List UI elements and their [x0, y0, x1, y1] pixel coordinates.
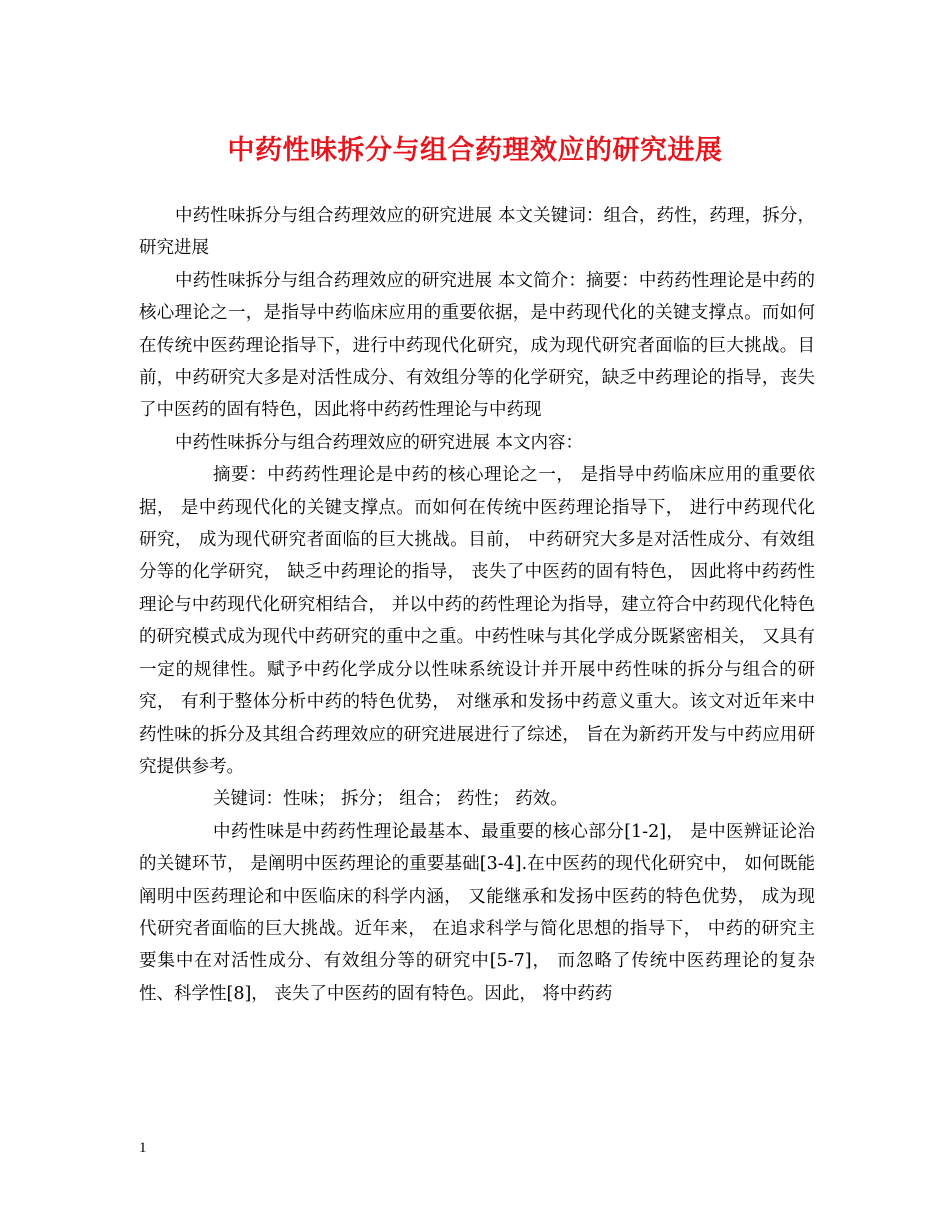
- content-heading: 中药性味拆分与组合药理效应的研究进展 本文内容：: [175, 432, 584, 453]
- intro-paragraph: 中药性味是中药药性理论最基本、最重要的核心部分[1-2]， 是中医辨证论治的关键环节， 是阐明中医药理论的重要基础[3-4].在中医药的现代化研究中， 如何既能阐明中医药理论和中医临床的科学内涵， 又能继承和发扬中医药的特色优势， 成为现代研究者面临的巨大挑战。近年来， 在追求科学与简化思想的指导下， 中药的研究主要集中在对活性成分、有效组分等的研究中[5-7]， 而忽略了传统中医药理论的复杂性、科学性[8]， 丧失了中医药的固有特色。因此， 将中药药: [139, 821, 815, 1004]
- document-body: [139, 200, 815, 1010]
- abstract-paragraph: 摘要：中药药性理论是中药的核心理论之一， 是指导中药临床应用的重要依据， 是中药现代化的关键支撑点。而如何在传统中医药理论指导下， 进行中药现代化研究， 成为现代研究者面临的巨大挑战。目前， 中药研究大多是对活性成分、有效组分等的化学研究， 缺乏中药理论的指导， 丧失了中医药的固有特色， 因此将中药药性理论与中药现代化研究相结合， 并以中药的药性理论为指导，建立符合中药现代化特色的研究模式成为现代中药研究的重中之重。中药性味与其化学成分既紧密相关， 又具有一定的规律性。赋予中药化学成分以性味系统设计并开展中药性味的拆分与组合的研究， 有利于整体分析中药的特色优势， 对继承和发扬中药意义重大。该文对近年来中药性味的拆分及其组合药理效应的研究进展进行了综述， 旨在为新药开发与中药应用研究提供参考。: [139, 465, 815, 777]
- keywords-paragraph: 中药性味拆分与组合药理效应的研究进展 本文关键词：组合，药性，药理，拆分，研究进展: [139, 206, 815, 259]
- summary-paragraph: 中药性味拆分与组合药理效应的研究进展 本文简介：摘要：中药药性理论是中药的核心理论之一，是指导中药临床应用的重要依据，是中药现代化的关键支撑点。而如何在传统中医药理论指导下，进行中药现代化研究，成为现代研究者面临的巨大挑战。目前，中药研究大多是对活性成分、有效组分等的化学研究，缺乏中药理论的指导，丧失了中医药的固有特色，因此将中药药性理论与中药现: [139, 270, 815, 421]
- keywords-line: 关键词：性味； 拆分； 组合； 药性； 药效。: [213, 789, 568, 810]
- page-number: 1: [139, 1140, 147, 1156]
- document-title: 中药性味拆分与组合药理效应的研究进展: [227, 135, 723, 166]
